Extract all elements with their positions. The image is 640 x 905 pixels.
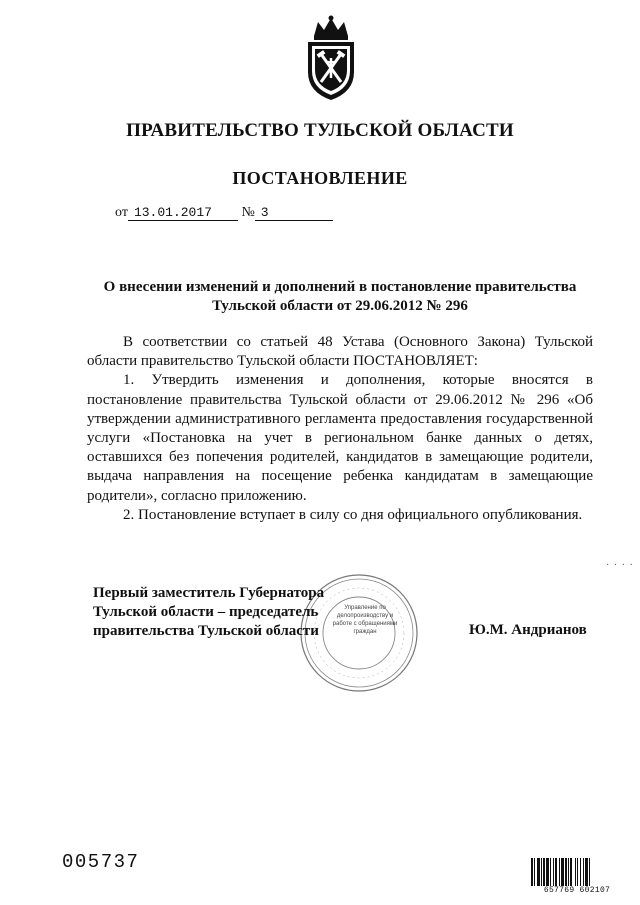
margin-mark: · · · · [606,560,634,571]
barcode-bar [577,858,578,886]
barcode-bar [580,858,581,886]
body-paragraph-item-1: 1. Утвердить изменения и дополнения, которые вносятся в постановление правительства Тульской области от 29.06.2012 № 296 «Об утверждении административного регламента предоставления государственной услуги «Постановка на учет в региональном банке данных о детях, оставшихся без попечения родителей, кандидатов в замещающие родители, выдача направления на посещение ребенка кандидатам в замещающие родители», согласно приложению. [87,372,593,504]
barcode-bar [534,858,535,886]
document-type-heading: ПОСТАНОВЛЕНИЕ [232,168,408,188]
document-date: 13.01.2017 [128,205,238,221]
body-paragraph-item-2: 2. Постановление вступает в силу со дня официального опубликования. [123,506,583,523]
date-prefix: от [115,205,128,220]
barcode-bar [555,858,557,886]
barcode-bar [561,858,564,886]
barcode-bar [537,858,540,886]
barcode-bar [583,858,584,886]
signatory-position-line-3: правительства Тульской области [93,623,319,639]
document-date-number-row [115,205,333,221]
coat-of-arms-emblem [300,14,362,102]
document-number: 3 [255,205,333,221]
barcode-bar [565,858,567,886]
form-serial-number: 005737 [62,851,140,873]
organization-title: ПРАВИТЕЛЬСТВО ТУЛЬСКОЙ ОБЛАСТИ [126,120,514,141]
barcode-bar [543,858,545,886]
barcode-bar [575,858,576,886]
body-paragraph-preamble: В соответствии со статьей 48 Устава (Основного Закона) Тульской области правительство Тульской области ПОСТАНОВЛЯЕТ: [87,334,593,370]
barcode-bar [568,858,569,886]
barcode-bar [585,858,588,886]
document-body [87,333,593,525]
signatory-position-line-1: Первый заместитель Губернатора [93,585,325,601]
number-prefix: № [241,205,255,220]
barcode-bar [541,858,542,886]
document-subject [80,278,600,316]
signatory-position [93,584,353,641]
subject-line-2: Тульской области от 29.06.2012 № 296 [212,298,468,314]
barcode-bar [531,858,533,886]
barcode-bar [546,858,549,886]
subject-line-1: О внесении изменений и дополнений в постановление правительства [103,279,577,295]
barcode-bar [550,858,551,886]
barcode-image [530,858,624,888]
barcode-bar [589,858,590,886]
signatory-name: Ю.М. Андрианов [469,622,587,638]
signatory-position-line-2: Тульской области – председатель [93,604,319,620]
barcode-number: 657769 602107 [543,886,611,895]
barcode-bar [570,858,572,886]
barcode-bar [559,858,560,886]
barcode-bar [553,858,554,886]
seal-inner-text: Управление по делопроизводству и работе с обращениями граждан [332,605,398,635]
